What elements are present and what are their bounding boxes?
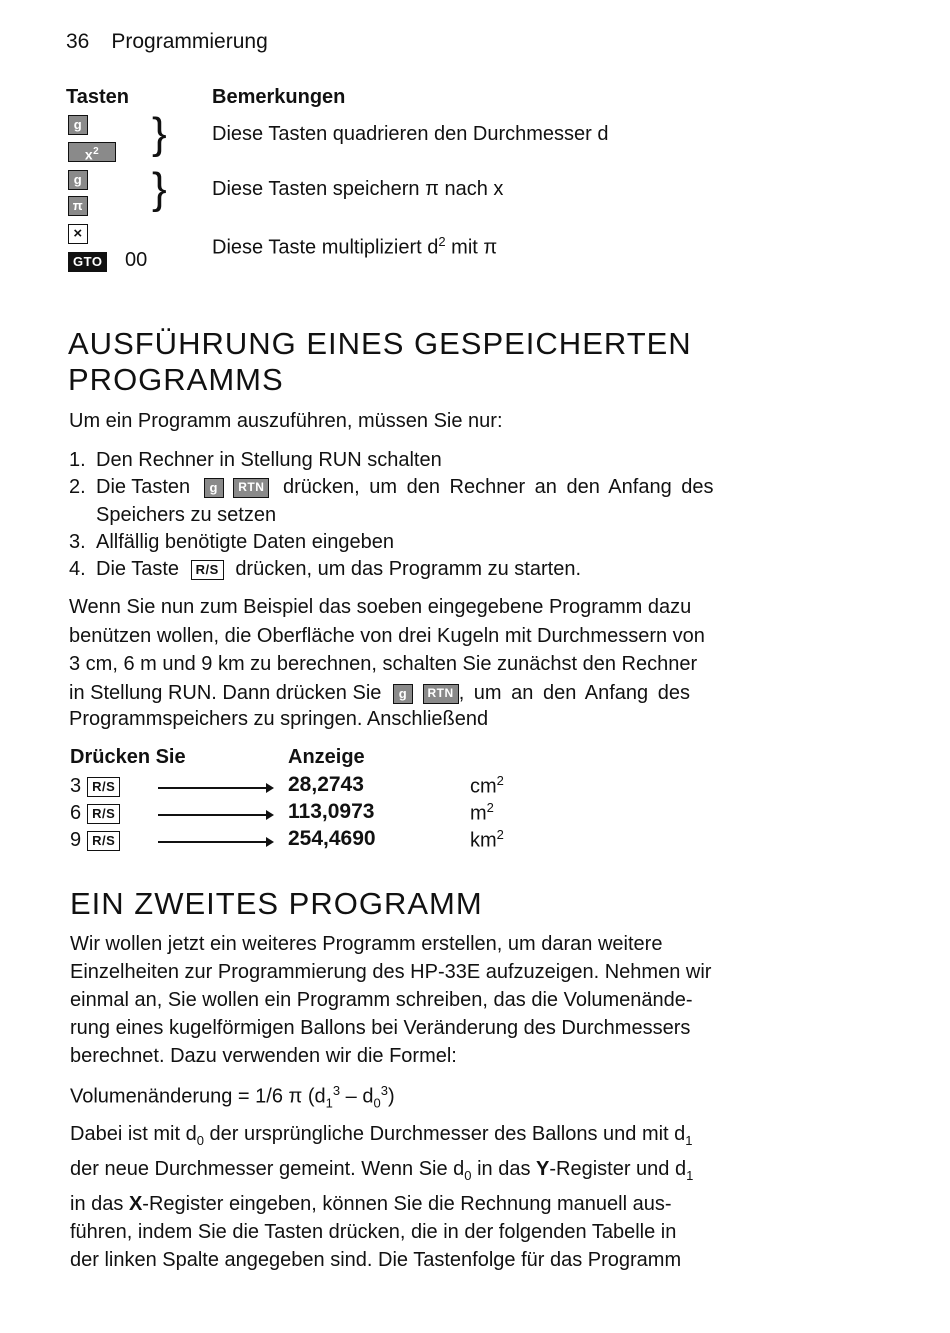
key-rtn: RTN (233, 478, 269, 498)
arrow (158, 787, 266, 789)
key-multiply: × (68, 224, 88, 244)
table-row (70, 826, 120, 854)
formula-volume-change: Volumenänderung = 1/6 π $(d_1^3 - d_0^3)$ (70, 1083, 395, 1111)
intro-text: Um ein Programm auszuführen, müssen Sie nur: (69, 410, 503, 432)
input-value: 6 (70, 802, 82, 824)
key-run-stop: R/S (87, 777, 120, 797)
unit: $km^2$ (470, 827, 504, 852)
key-run-stop: R/S (87, 804, 120, 824)
key-g: g (68, 170, 88, 190)
key-x-squared: $x^2$ (68, 142, 116, 162)
list-item: 4. Die Taste R/S drücken, um das Programm zu starten. (69, 558, 582, 580)
brace-2: } (152, 164, 167, 213)
key-g: g (68, 115, 88, 135)
key-g: g (393, 684, 413, 704)
arrow-head (266, 810, 274, 820)
column-header-display: Anzeige (288, 746, 365, 768)
unit: $m^2$ (470, 800, 494, 825)
display-value: 28,2743 (288, 773, 364, 796)
list-item: 2. Die Tasten g RTN drücken, um den Rechner an den Anfang des (69, 476, 714, 498)
key-gto: GTO (68, 252, 107, 272)
table-row (70, 772, 120, 800)
input-value: 3 (70, 775, 82, 797)
column-header-remarks: Bemerkungen (212, 86, 346, 108)
paragraph-line: Programmspeichers zu springen. Anschließend (69, 708, 489, 730)
input-value: 9 (70, 829, 82, 851)
column-header-press: Drücken Sie (70, 746, 186, 768)
arrow-head (266, 837, 274, 847)
key-g: g (204, 478, 224, 498)
remark-square: Diese Tasten quadrieren den Durchmesser d (212, 123, 609, 145)
arrow (158, 841, 266, 843)
key-rtn: RTN (423, 684, 459, 704)
paragraph: Wir wollen jetzt ein weiteres Programm erstellen, um daran weitere Einzelheiten zur Programmierung des HP-33E aufzuzeigen. Nehmen wir einmal an, Sie wollen ein Programm schreiben, das die Volumenände- rung eines kugelförmigen Ballons bei Veränderung des Durchmessers berechnet. Dazu verwenden wir die Formel: (70, 933, 712, 1067)
key-run-stop: R/S (87, 831, 120, 851)
gto-argument: 00 (125, 249, 148, 271)
display-value: 254,4690 (288, 827, 376, 850)
running-title: Programmierung (111, 30, 268, 53)
page-header (66, 30, 268, 54)
section-heading-1: AUSFÜHRUNG EINES GESPEICHERTEN PROGRAMMS (68, 326, 692, 397)
brace-1: } (152, 109, 167, 158)
paragraph: Dabei ist mit $d_0$ der ursprüngliche Durchmesser des Ballons und mit $d_1$ der neue Durchmesser gemeint. Wenn Sie $d_0$ in das Y-Register und $d_1$ in das X-Register eingeben, können Sie die Rechnung manuell aus- führen, indem Sie die Tasten drücken, die in der folgenden Tabelle in der linken Spalte angegeben sind. Die Tastenfolge für das Programm (70, 1123, 694, 1271)
column-header-keys: Tasten (66, 86, 129, 108)
key-run-stop: R/S (191, 560, 224, 580)
arrow (158, 814, 266, 816)
section-heading-2: EIN ZWEITES PROGRAMM (70, 886, 483, 921)
table-row (70, 799, 120, 827)
list-item: 3. Allfällig benötigte Daten eingeben (69, 531, 394, 553)
list-item: 1. Den Rechner in Stellung RUN schalten (69, 449, 442, 471)
remark-store-pi: Diese Tasten speichern π nach x (212, 178, 504, 200)
remark-multiply: Diese Taste multipliziert $d^2$ mit π (212, 234, 498, 259)
key-pi: π (68, 196, 88, 216)
display-value: 113,0973 (288, 800, 375, 823)
paragraph-line: in Stellung RUN. Dann drücken Sie g RTN , um an den Anfang des (69, 682, 690, 704)
arrow-head (266, 783, 274, 793)
unit: $cm^2$ (470, 773, 504, 798)
page-number: 36 (66, 30, 90, 53)
paragraph: Wenn Sie nun zum Beispiel das soeben eingegebene Programm dazu benützen wollen, die Oberfläche von drei Kugeln mit Durchmessern von 3 cm, 6 m und 9 km zu berechnen, schalten Sie zunächst den Rechner (69, 596, 705, 675)
list-item-continuation: Speichers zu setzen (96, 504, 277, 526)
